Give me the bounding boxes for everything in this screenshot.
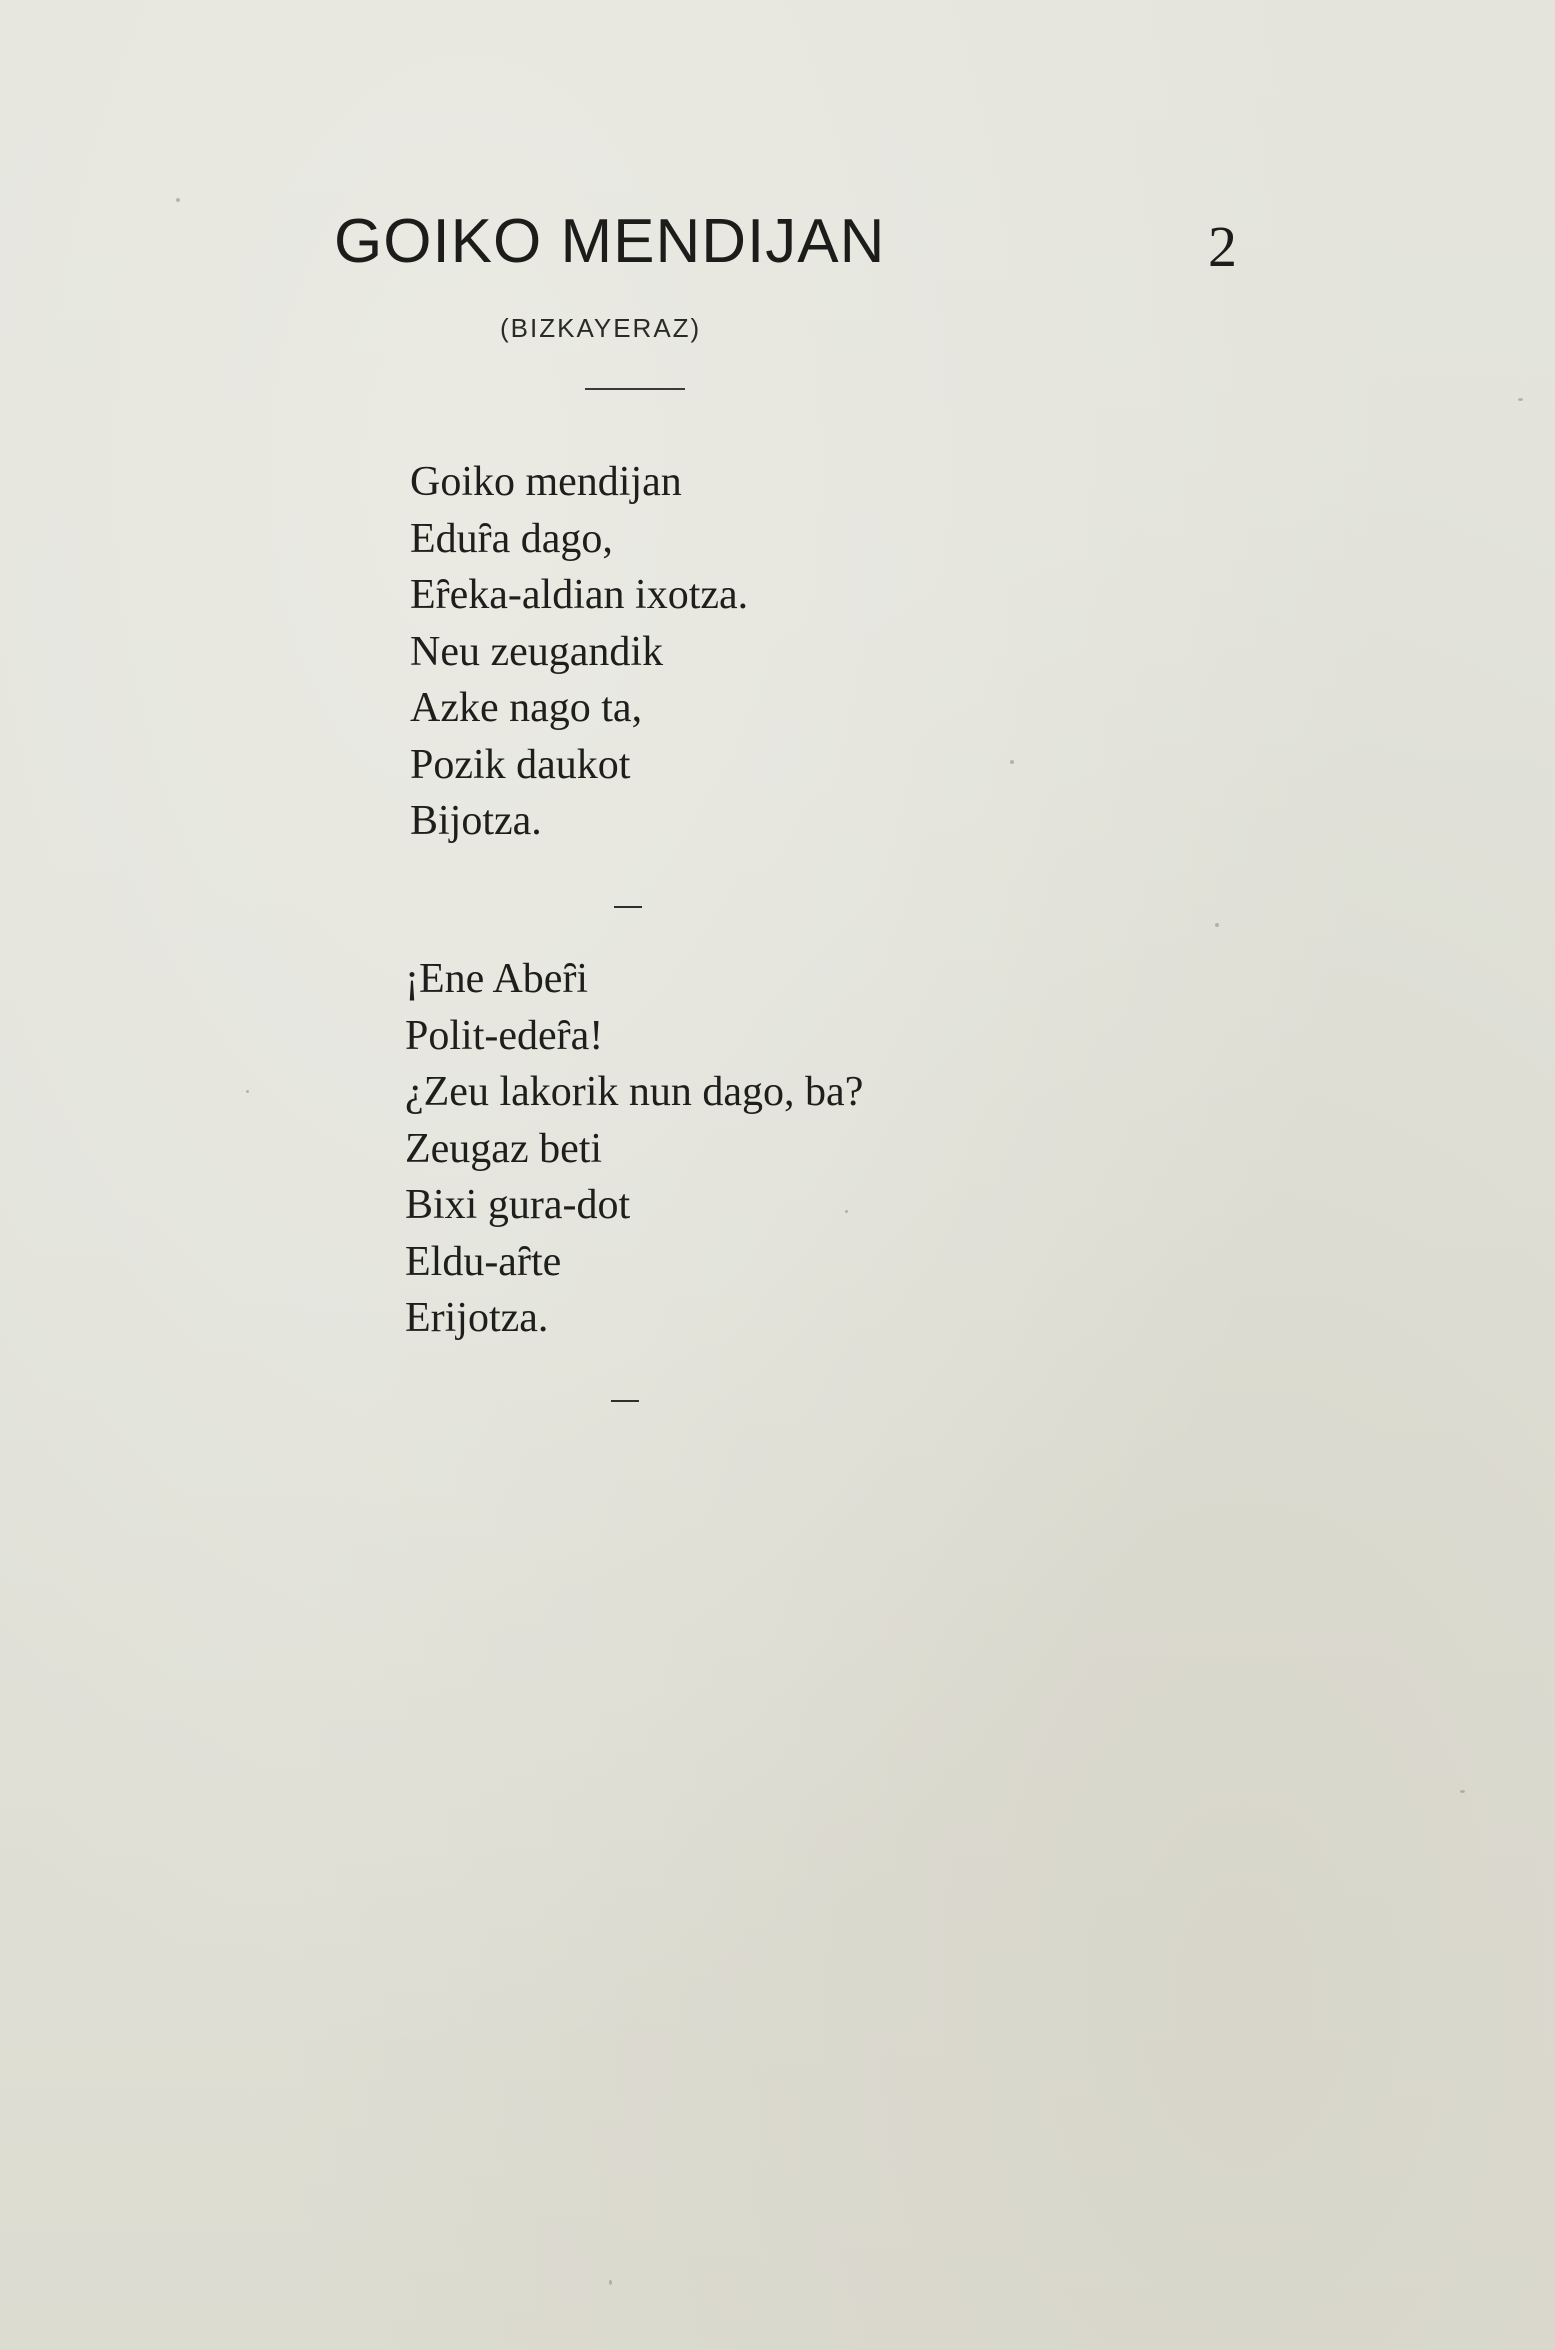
- verse-line: Polit-edeȓa!: [405, 1012, 604, 1059]
- verse-line: ¿Zeu lakorik nun dago, ba?: [405, 1069, 864, 1115]
- verse-line: Azke nago ta,: [410, 685, 643, 731]
- verse-line: Eȓeka-aldian ixotza.: [410, 572, 749, 618]
- stanza-separator: [614, 906, 642, 908]
- paper-speck: [609, 2280, 612, 2285]
- verse-line: Erijotza.: [405, 1295, 549, 1341]
- paper-speck: [246, 1090, 249, 1093]
- poem-title: GOIKO MENDIJAN: [334, 207, 886, 276]
- verse-line: ¡Ene Abeȓi: [405, 956, 589, 1002]
- stanza-separator: [611, 1400, 639, 1402]
- paper-speck: [1010, 760, 1014, 764]
- paper-speck: [1460, 1790, 1465, 1793]
- stanza-2: [405, 951, 863, 1347]
- paper-speck: [176, 198, 180, 202]
- stanza-1: [410, 454, 748, 850]
- verse-line: Bixi gura-dot: [405, 1182, 631, 1228]
- paper-speck: [1215, 923, 1219, 927]
- title-rule: [585, 388, 685, 390]
- poem-subtitle: (BIZKAYERAZ): [500, 313, 702, 343]
- page-number: 2: [1208, 214, 1237, 279]
- verse-line: Bijotza.: [410, 798, 542, 844]
- verse-line: Zeugaz beti: [405, 1125, 603, 1172]
- verse-line: Eldu-aȓte: [405, 1238, 562, 1285]
- verse-line: Eduȓa dago,: [410, 515, 613, 562]
- verse-line: Neu zeugandik: [410, 628, 664, 675]
- verse-line: Pozik daukot: [410, 741, 631, 788]
- paper-speck: [1518, 398, 1523, 401]
- verse-line: Goiko mendijan: [410, 459, 682, 505]
